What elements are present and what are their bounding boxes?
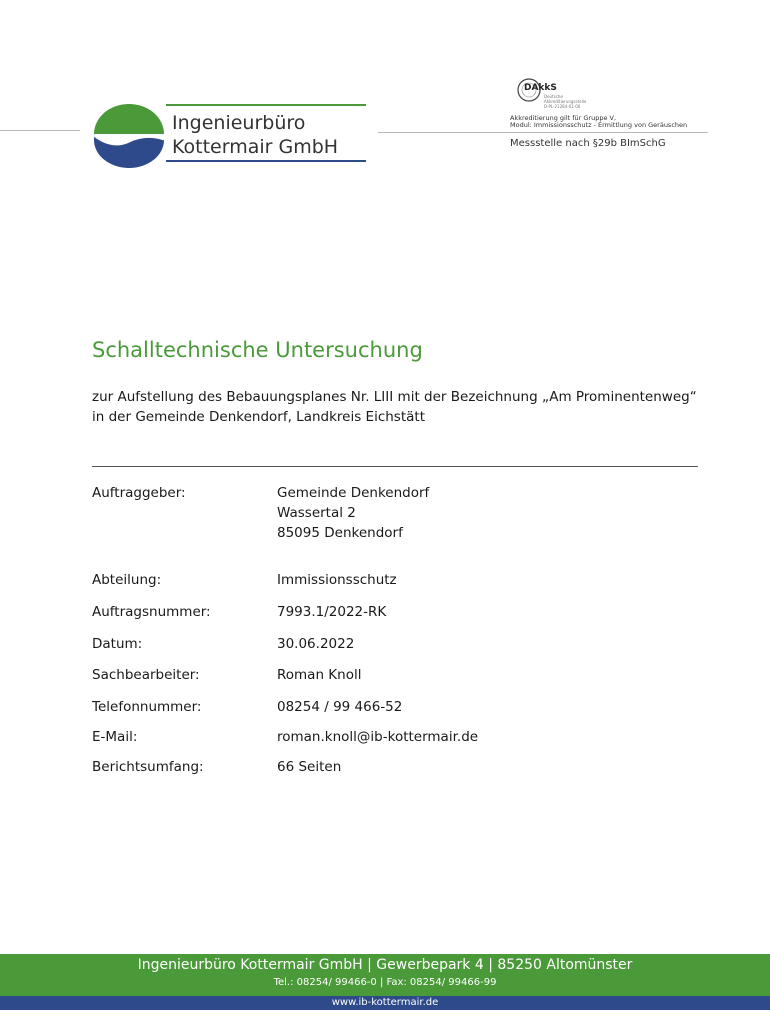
header-rule-left (0, 130, 80, 131)
auftraggeber-line1: Gemeinde Denkendorf (277, 485, 430, 501)
messstelle-label: Messstelle nach §29b BImSchG (510, 138, 666, 149)
datum-label: Datum: (92, 636, 143, 652)
company-name-line2: Kottermair GmbH (172, 136, 339, 158)
logo-line-green (166, 104, 366, 106)
document-subtitle-line1: zur Aufstellung des Bebauungsplanes Nr. LIII mit der Bezeichnung „Am Prominentenweg“ (92, 389, 697, 405)
auftragsnummer-value: 7993.1/2022-RK (277, 604, 387, 620)
email-value[interactable]: roman.knoll@ib-kottermair.de (277, 729, 479, 745)
accreditation-line2: Modul: Immissionsschutz - Ermittlung von Geräuschen (510, 121, 688, 129)
berichtsumfang-label: Berichtsumfang: (92, 759, 204, 775)
abteilung-label: Abteilung: (92, 572, 162, 588)
accreditation-line1: Akkreditierung gilt für Gruppe V, (510, 114, 617, 122)
header-rule-right (378, 132, 708, 133)
telefon-label: Telefonnummer: (92, 699, 202, 715)
auftragsnummer-label: Auftragsnummer: (92, 604, 211, 620)
dakks-name: DAkkS (524, 83, 557, 93)
footer-phone-fax: Tel.: 08254/ 99466-0 | Fax: 08254/ 99466-99 (273, 977, 497, 988)
footer-address: Ingenieurbüro Kottermair GmbH | Gewerbepark 4 | 85250 Altomünster (137, 957, 633, 973)
dakks-sub2: Akkreditierungsstelle (544, 99, 587, 104)
berichtsumfang-value: 66 Seiten (277, 759, 342, 775)
footer-website-link[interactable]: www.ib-kottermair.de (331, 997, 439, 1008)
logo-line-blue (166, 160, 366, 162)
sachbearbeiter-value: Roman Knoll (277, 667, 362, 683)
sachbearbeiter-label: Sachbearbeiter: (92, 667, 200, 683)
email-label: E-Mail: (92, 729, 138, 745)
dakks-sub3: D-PL-21284-01-00 (544, 104, 581, 109)
datum-value: 30.06.2022 (277, 636, 355, 652)
telefon-value: 08254 / 99 466-52 (277, 699, 403, 715)
dakks-sub1: Deutsche (544, 94, 563, 99)
company-name-line1: Ingenieurbüro (172, 112, 306, 134)
auftraggeber-label: Auftraggeber: (92, 485, 186, 501)
auftraggeber-line3: 85095 Denkendorf (277, 525, 403, 541)
auftraggeber-line2: Wassertal 2 (277, 505, 356, 521)
section-divider (92, 466, 698, 467)
document-subtitle-line2: in der Gemeinde Denkendorf, Landkreis Eichstätt (92, 409, 425, 425)
abteilung-value: Immissionsschutz (277, 572, 397, 588)
document-title: Schalltechnische Untersuchung (92, 338, 423, 362)
company-logo-icon (92, 104, 166, 168)
